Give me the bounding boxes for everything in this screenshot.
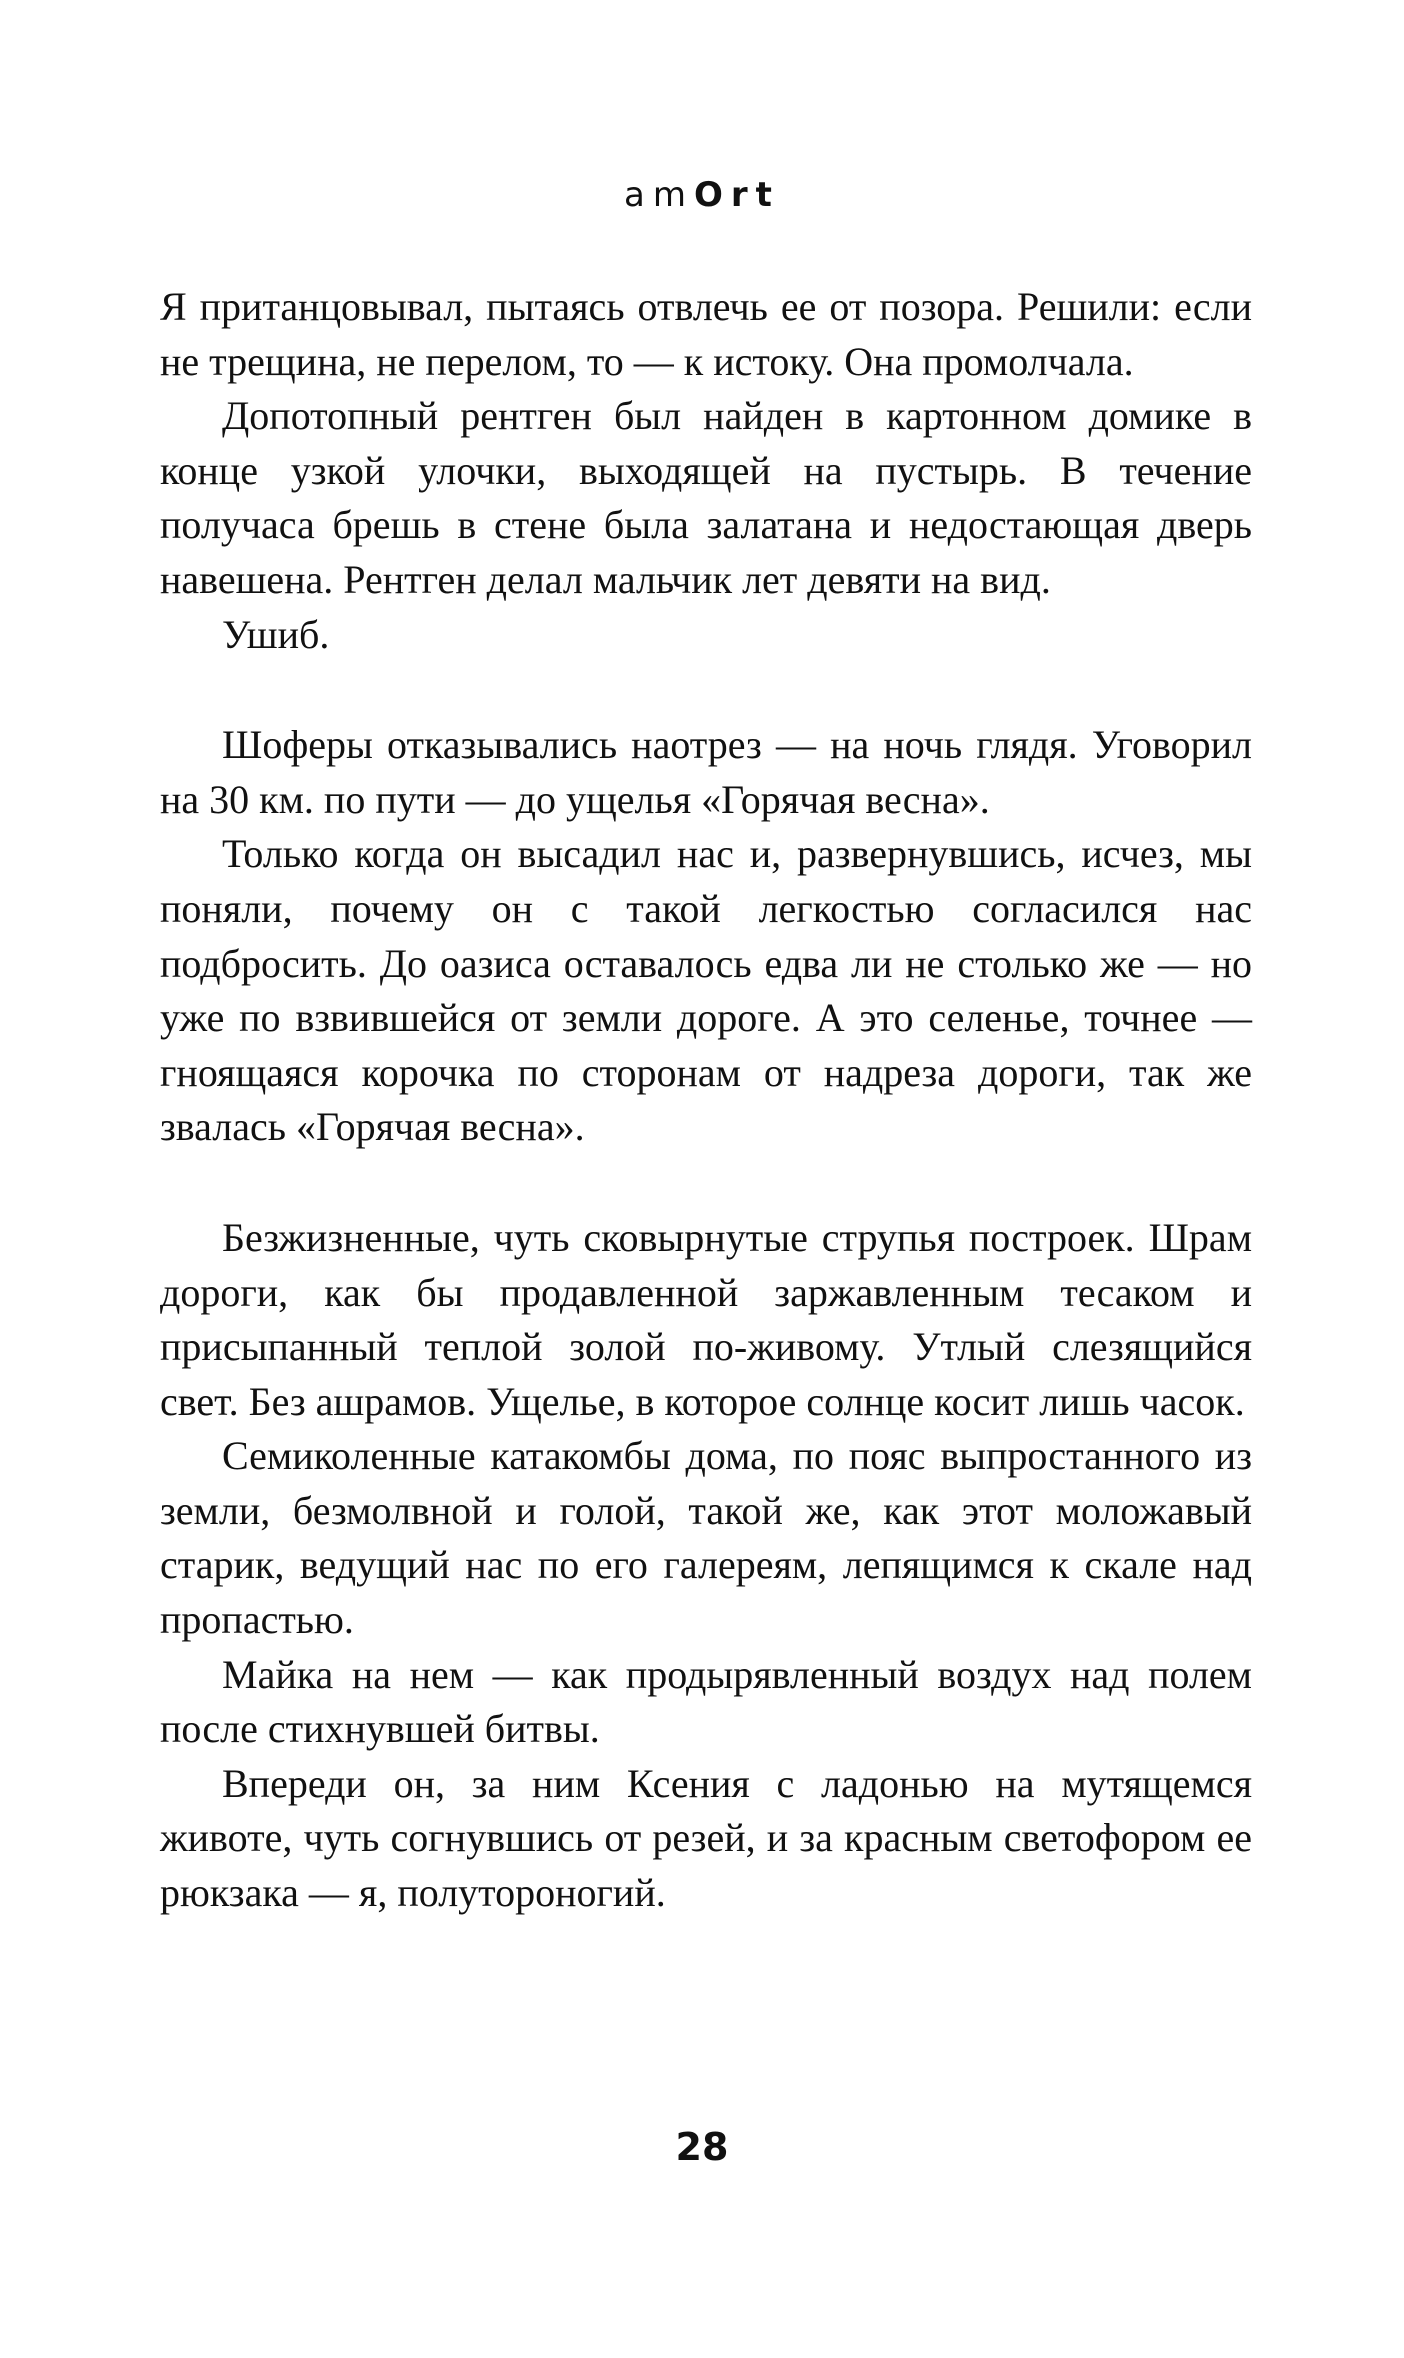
paragraph: Безжизненные, чуть сковырнутые струпья построек. Шрам дороги, как бы продавленной заржавленным тесаком и присыпанный теплой золой по-живому. Утлый слезящийся свет. Без ашрамов. Ущелье, в которое солнце косит лишь часок. [160, 1214, 1252, 1424]
paragraph: Майка на нем — как продырявленный воздух над полем после стихнувшей битвы. [160, 1651, 1252, 1752]
paragraph: Впереди он, за ним Ксения с ладонью на мутящемся животе, чуть согнувшись от резей, и за красным светофором ее рюкзака — я, полутороногий. [160, 1760, 1252, 1916]
page-number: 28 [675, 2125, 729, 2169]
paragraph: Допотопный рентген был найден в картонном домике в конце узкой улочки, выходящей на пустырь. В течение получаса брешь в стене была залатана и недостающая дверь навешена. Рентген делал мальчик лет девяти на вид. [160, 393, 1252, 602]
section-break [160, 1155, 1252, 1211]
paragraph: Только когда он высадил нас и, развернувшись, исчез, мы поняли, почему он с такой легкостью согласился нас подбросить. До оазиса оставалось едва ли не столько же — но уже по взвившейся от земли дороге. А это селенье, точнее — гноящаяся корочка по сторонам от надреза дороги, так же звалась «Горячая весна». [160, 831, 1252, 1150]
section-break [160, 662, 1252, 718]
running-head-light: am [624, 175, 695, 215]
paragraph: Семиколенные катакомбы дома, по пояс выпростанного из земли, безмолвной и голой, такой же, как этот моложавый старик, ведущий нас по его галереям, лепящимся к скале над пропастью. [160, 1433, 1252, 1643]
paragraph: Шоферы отказывались наотрез — на ночь глядя. Уговорил на 30 км. по пути — до ущелья «Горячая весна». [160, 722, 1252, 822]
running-head-bold: Ort [694, 175, 780, 215]
running-head [0, 175, 1404, 215]
paragraph: Я пританцовывал, пытаясь отвлечь ее от позора. Решили: если не трещина, не перелом, то — к истоку. Она промолчала. [160, 284, 1252, 384]
paragraph: Ушиб. [222, 611, 330, 657]
body-text [160, 280, 1252, 1921]
